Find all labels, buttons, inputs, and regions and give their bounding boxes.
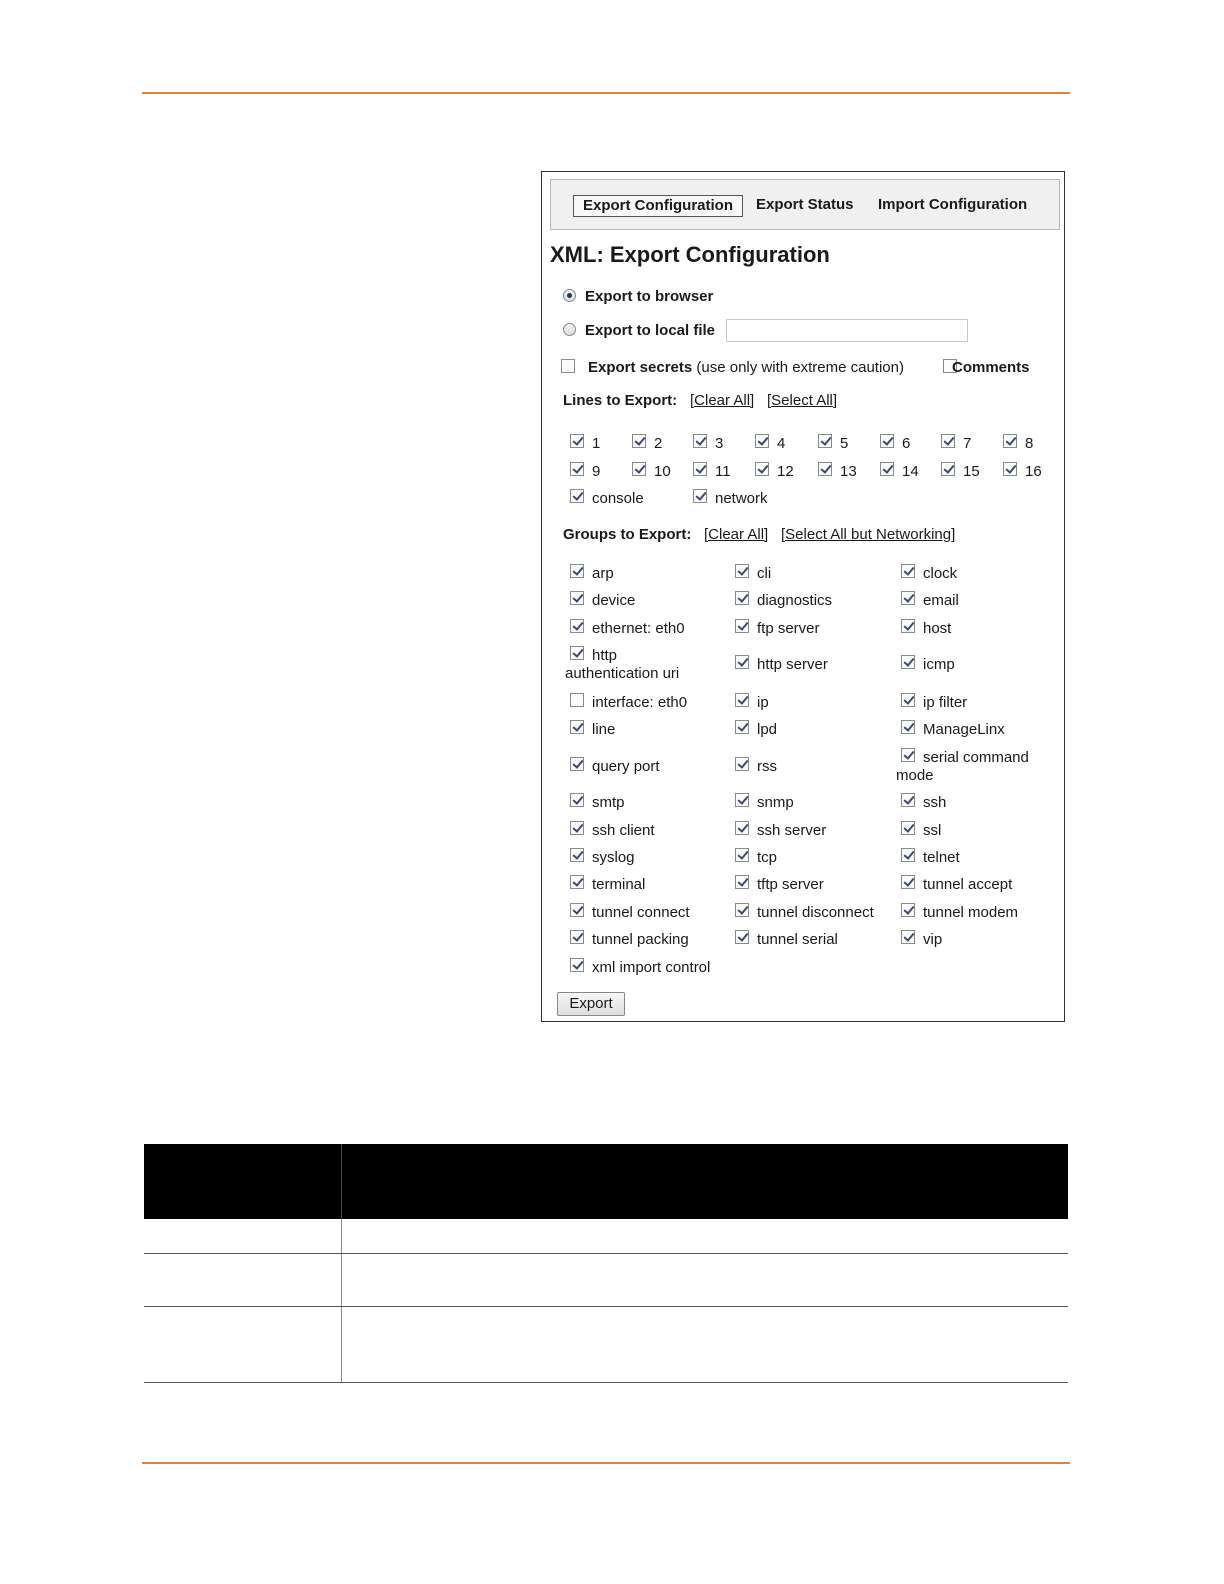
checkbox-label: vip bbox=[923, 931, 943, 948]
checkbox-label: http server bbox=[757, 656, 828, 673]
checkbox-label: host bbox=[923, 620, 952, 637]
export-to-browser-radio[interactable] bbox=[563, 289, 576, 302]
checkbox-label: ssh server bbox=[757, 822, 827, 839]
lines-clear-all-link[interactable]: [Clear All] bbox=[690, 392, 755, 409]
comments-label: Comments bbox=[952, 359, 1030, 376]
email-checkbox[interactable] bbox=[901, 591, 915, 605]
checkbox-label: 8 bbox=[1025, 435, 1034, 452]
rss-checkbox[interactable] bbox=[735, 757, 749, 771]
console-checkbox[interactable] bbox=[570, 489, 584, 503]
10-checkbox[interactable] bbox=[632, 462, 646, 476]
xml-import-control-checkbox[interactable] bbox=[570, 958, 584, 972]
checkbox-label: ManageLinx bbox=[923, 721, 1005, 738]
checkbox-label: ip bbox=[757, 694, 769, 711]
checkbox-label: icmp bbox=[923, 656, 955, 673]
5-checkbox[interactable] bbox=[818, 434, 832, 448]
checkbox-label: telnet bbox=[923, 849, 960, 866]
checkbox-label: xml import control bbox=[592, 959, 711, 976]
lpd-checkbox[interactable] bbox=[735, 720, 749, 734]
4-checkbox[interactable] bbox=[755, 434, 769, 448]
line-checkbox[interactable] bbox=[570, 720, 584, 734]
ssl-checkbox[interactable] bbox=[901, 821, 915, 835]
checkbox-label: cli bbox=[757, 565, 772, 582]
export-secrets-note: (use only with extreme caution) bbox=[696, 359, 904, 376]
checkbox-label: ip filter bbox=[923, 694, 968, 711]
12-checkbox[interactable] bbox=[755, 462, 769, 476]
checkbox-label: 10 bbox=[654, 463, 671, 480]
checkbox-label: line bbox=[592, 721, 616, 738]
checkbox-label: ethernet: eth0 bbox=[592, 620, 685, 637]
checkbox-label: tunnel modem bbox=[923, 904, 1019, 921]
checkbox-label: 6 bbox=[902, 435, 911, 452]
checkbox-label: 5 bbox=[840, 435, 849, 452]
tunnel-accept-checkbox[interactable] bbox=[901, 875, 915, 889]
tunnel-connect-checkbox[interactable] bbox=[570, 903, 584, 917]
telnet-checkbox[interactable] bbox=[901, 848, 915, 862]
snmp-checkbox[interactable] bbox=[735, 793, 749, 807]
local-file-input[interactable] bbox=[726, 319, 968, 342]
tab-import-configuration[interactable]: Import Configuration bbox=[878, 196, 1028, 213]
16-checkbox[interactable] bbox=[1003, 462, 1017, 476]
table-row bbox=[144, 1219, 1068, 1254]
ip-filter-checkbox[interactable] bbox=[901, 693, 915, 707]
icmp-checkbox[interactable] bbox=[901, 655, 915, 669]
14-checkbox[interactable] bbox=[880, 462, 894, 476]
checkbox-label: ssl bbox=[923, 822, 942, 839]
lines-to-export-label: Lines to Export: bbox=[563, 392, 678, 409]
checkbox-label: 3 bbox=[715, 435, 724, 452]
terminal-checkbox[interactable] bbox=[570, 875, 584, 889]
checkbox-label: console bbox=[592, 490, 644, 507]
table-header bbox=[144, 1144, 1068, 1219]
checkbox-label: tunnel serial bbox=[757, 931, 838, 948]
host-checkbox[interactable] bbox=[901, 619, 915, 633]
header-rule bbox=[142, 92, 1070, 94]
ftp-server-checkbox[interactable] bbox=[735, 619, 749, 633]
export-to-browser-label: Export to browser bbox=[585, 288, 714, 305]
export-secrets-label: Export secrets bbox=[588, 359, 693, 376]
checkbox-label: tftp server bbox=[757, 876, 824, 893]
tunnel-disconnect-checkbox[interactable] bbox=[735, 903, 749, 917]
tcp-checkbox[interactable] bbox=[735, 848, 749, 862]
ssh-server-checkbox[interactable] bbox=[735, 821, 749, 835]
tab-export-status[interactable]: Export Status bbox=[756, 196, 854, 213]
export-to-local-file-radio[interactable] bbox=[563, 323, 576, 336]
tab-export-configuration[interactable]: Export Configuration bbox=[573, 195, 743, 217]
serial-command-checkbox[interactable] bbox=[901, 748, 915, 762]
checkbox-label: 1 bbox=[592, 435, 601, 452]
query-port-checkbox[interactable] bbox=[570, 757, 584, 771]
footer-rule bbox=[142, 1462, 1070, 1464]
13-checkbox[interactable] bbox=[818, 462, 832, 476]
checkbox-label: smtp bbox=[592, 794, 625, 811]
15-checkbox[interactable] bbox=[941, 462, 955, 476]
checkbox-label: interface: eth0 bbox=[592, 694, 688, 711]
checkbox-label: 11 bbox=[715, 463, 731, 480]
checkbox-label: 14 bbox=[902, 463, 919, 480]
table-row bbox=[144, 1254, 1068, 1307]
vip-checkbox[interactable] bbox=[901, 930, 915, 944]
network-checkbox[interactable] bbox=[693, 489, 707, 503]
checkbox-label: snmp bbox=[757, 794, 794, 811]
interface-eth0-checkbox[interactable] bbox=[570, 693, 584, 707]
checkbox-label: device bbox=[592, 592, 636, 609]
8-checkbox[interactable] bbox=[1003, 434, 1017, 448]
groups-clear-all-link[interactable]: [Clear All] bbox=[704, 526, 769, 543]
arp-checkbox[interactable] bbox=[570, 564, 584, 578]
ssh-checkbox[interactable] bbox=[901, 793, 915, 807]
diagnostics-checkbox[interactable] bbox=[735, 591, 749, 605]
checkbox-label: clock bbox=[923, 565, 958, 582]
smtp-checkbox[interactable] bbox=[570, 793, 584, 807]
3-checkbox[interactable] bbox=[693, 434, 707, 448]
export-secrets-checkbox[interactable] bbox=[561, 359, 575, 373]
tftp-server-checkbox[interactable] bbox=[735, 875, 749, 889]
managelinx-checkbox[interactable] bbox=[901, 720, 915, 734]
table-row bbox=[144, 1307, 1068, 1383]
groups-to-export-label: Groups to Export: bbox=[563, 526, 692, 543]
9-checkbox[interactable] bbox=[570, 462, 584, 476]
checkbox-label: terminal bbox=[592, 876, 646, 893]
tunnel-modem-checkbox[interactable] bbox=[901, 903, 915, 917]
checkbox-label: 12 bbox=[777, 463, 794, 480]
checkbox-label: ssh bbox=[923, 794, 947, 811]
7-checkbox[interactable] bbox=[941, 434, 955, 448]
6-checkbox[interactable] bbox=[880, 434, 894, 448]
http-server-checkbox[interactable] bbox=[735, 655, 749, 669]
checkbox-label: tunnel disconnect bbox=[757, 904, 874, 921]
checkbox-label: query port bbox=[592, 758, 660, 775]
ethernet-eth0-checkbox[interactable] bbox=[570, 619, 584, 633]
checkbox-label-continuation: authentication uri bbox=[565, 665, 680, 682]
checkbox-label: serial command bbox=[923, 749, 1029, 766]
ssh-client-checkbox[interactable] bbox=[570, 821, 584, 835]
syslog-checkbox[interactable] bbox=[570, 848, 584, 862]
checkbox-label: http bbox=[592, 647, 618, 664]
checkbox-label: 9 bbox=[592, 463, 601, 480]
checkbox-label-continuation: mode bbox=[896, 767, 934, 784]
1-checkbox[interactable] bbox=[570, 434, 584, 448]
tab-bar bbox=[550, 179, 1060, 230]
checkbox-label: ssh client bbox=[592, 822, 655, 839]
checkbox-label: tunnel accept bbox=[923, 876, 1013, 893]
tunnel-serial-checkbox[interactable] bbox=[735, 930, 749, 944]
lines-select-all-link[interactable]: [Select All] bbox=[767, 392, 838, 409]
checkbox-label: arp bbox=[592, 565, 614, 582]
checkbox-label: network bbox=[715, 490, 768, 507]
clock-checkbox[interactable] bbox=[901, 564, 915, 578]
checkbox-label: diagnostics bbox=[757, 592, 833, 609]
export-config-panel bbox=[541, 171, 1065, 1022]
checkbox-label: email bbox=[923, 592, 959, 609]
checkbox-label: 15 bbox=[963, 463, 980, 480]
checkbox-label: 13 bbox=[840, 463, 857, 480]
11-checkbox[interactable] bbox=[693, 462, 707, 476]
cli-checkbox[interactable] bbox=[735, 564, 749, 578]
checkbox-label: rss bbox=[757, 758, 777, 775]
page-title: XML: Export Configuration bbox=[550, 242, 830, 267]
checkbox-label: ftp server bbox=[757, 620, 820, 637]
2-checkbox[interactable] bbox=[632, 434, 646, 448]
checkbox-label: 7 bbox=[963, 435, 972, 452]
checkbox-label: syslog bbox=[592, 849, 635, 866]
export-to-local-file-label: Export to local file bbox=[585, 322, 716, 339]
http-checkbox[interactable] bbox=[570, 646, 584, 660]
export-secrets-text bbox=[588, 359, 904, 376]
device-checkbox[interactable] bbox=[570, 591, 584, 605]
checkbox-label: 16 bbox=[1025, 463, 1042, 480]
checkbox-label: tcp bbox=[757, 849, 778, 866]
ip-checkbox[interactable] bbox=[735, 693, 749, 707]
checkbox-label: 2 bbox=[654, 435, 663, 452]
export-button[interactable]: Export bbox=[557, 992, 625, 1016]
tunnel-packing-checkbox[interactable] bbox=[570, 930, 584, 944]
checkbox-label: tunnel connect bbox=[592, 904, 690, 921]
checkbox-label: 4 bbox=[777, 435, 786, 452]
groups-select-all-but-networking-link[interactable]: [Select All but Networking] bbox=[781, 526, 956, 543]
checkbox-label: lpd bbox=[757, 721, 778, 738]
checkbox-label: tunnel packing bbox=[592, 931, 689, 948]
